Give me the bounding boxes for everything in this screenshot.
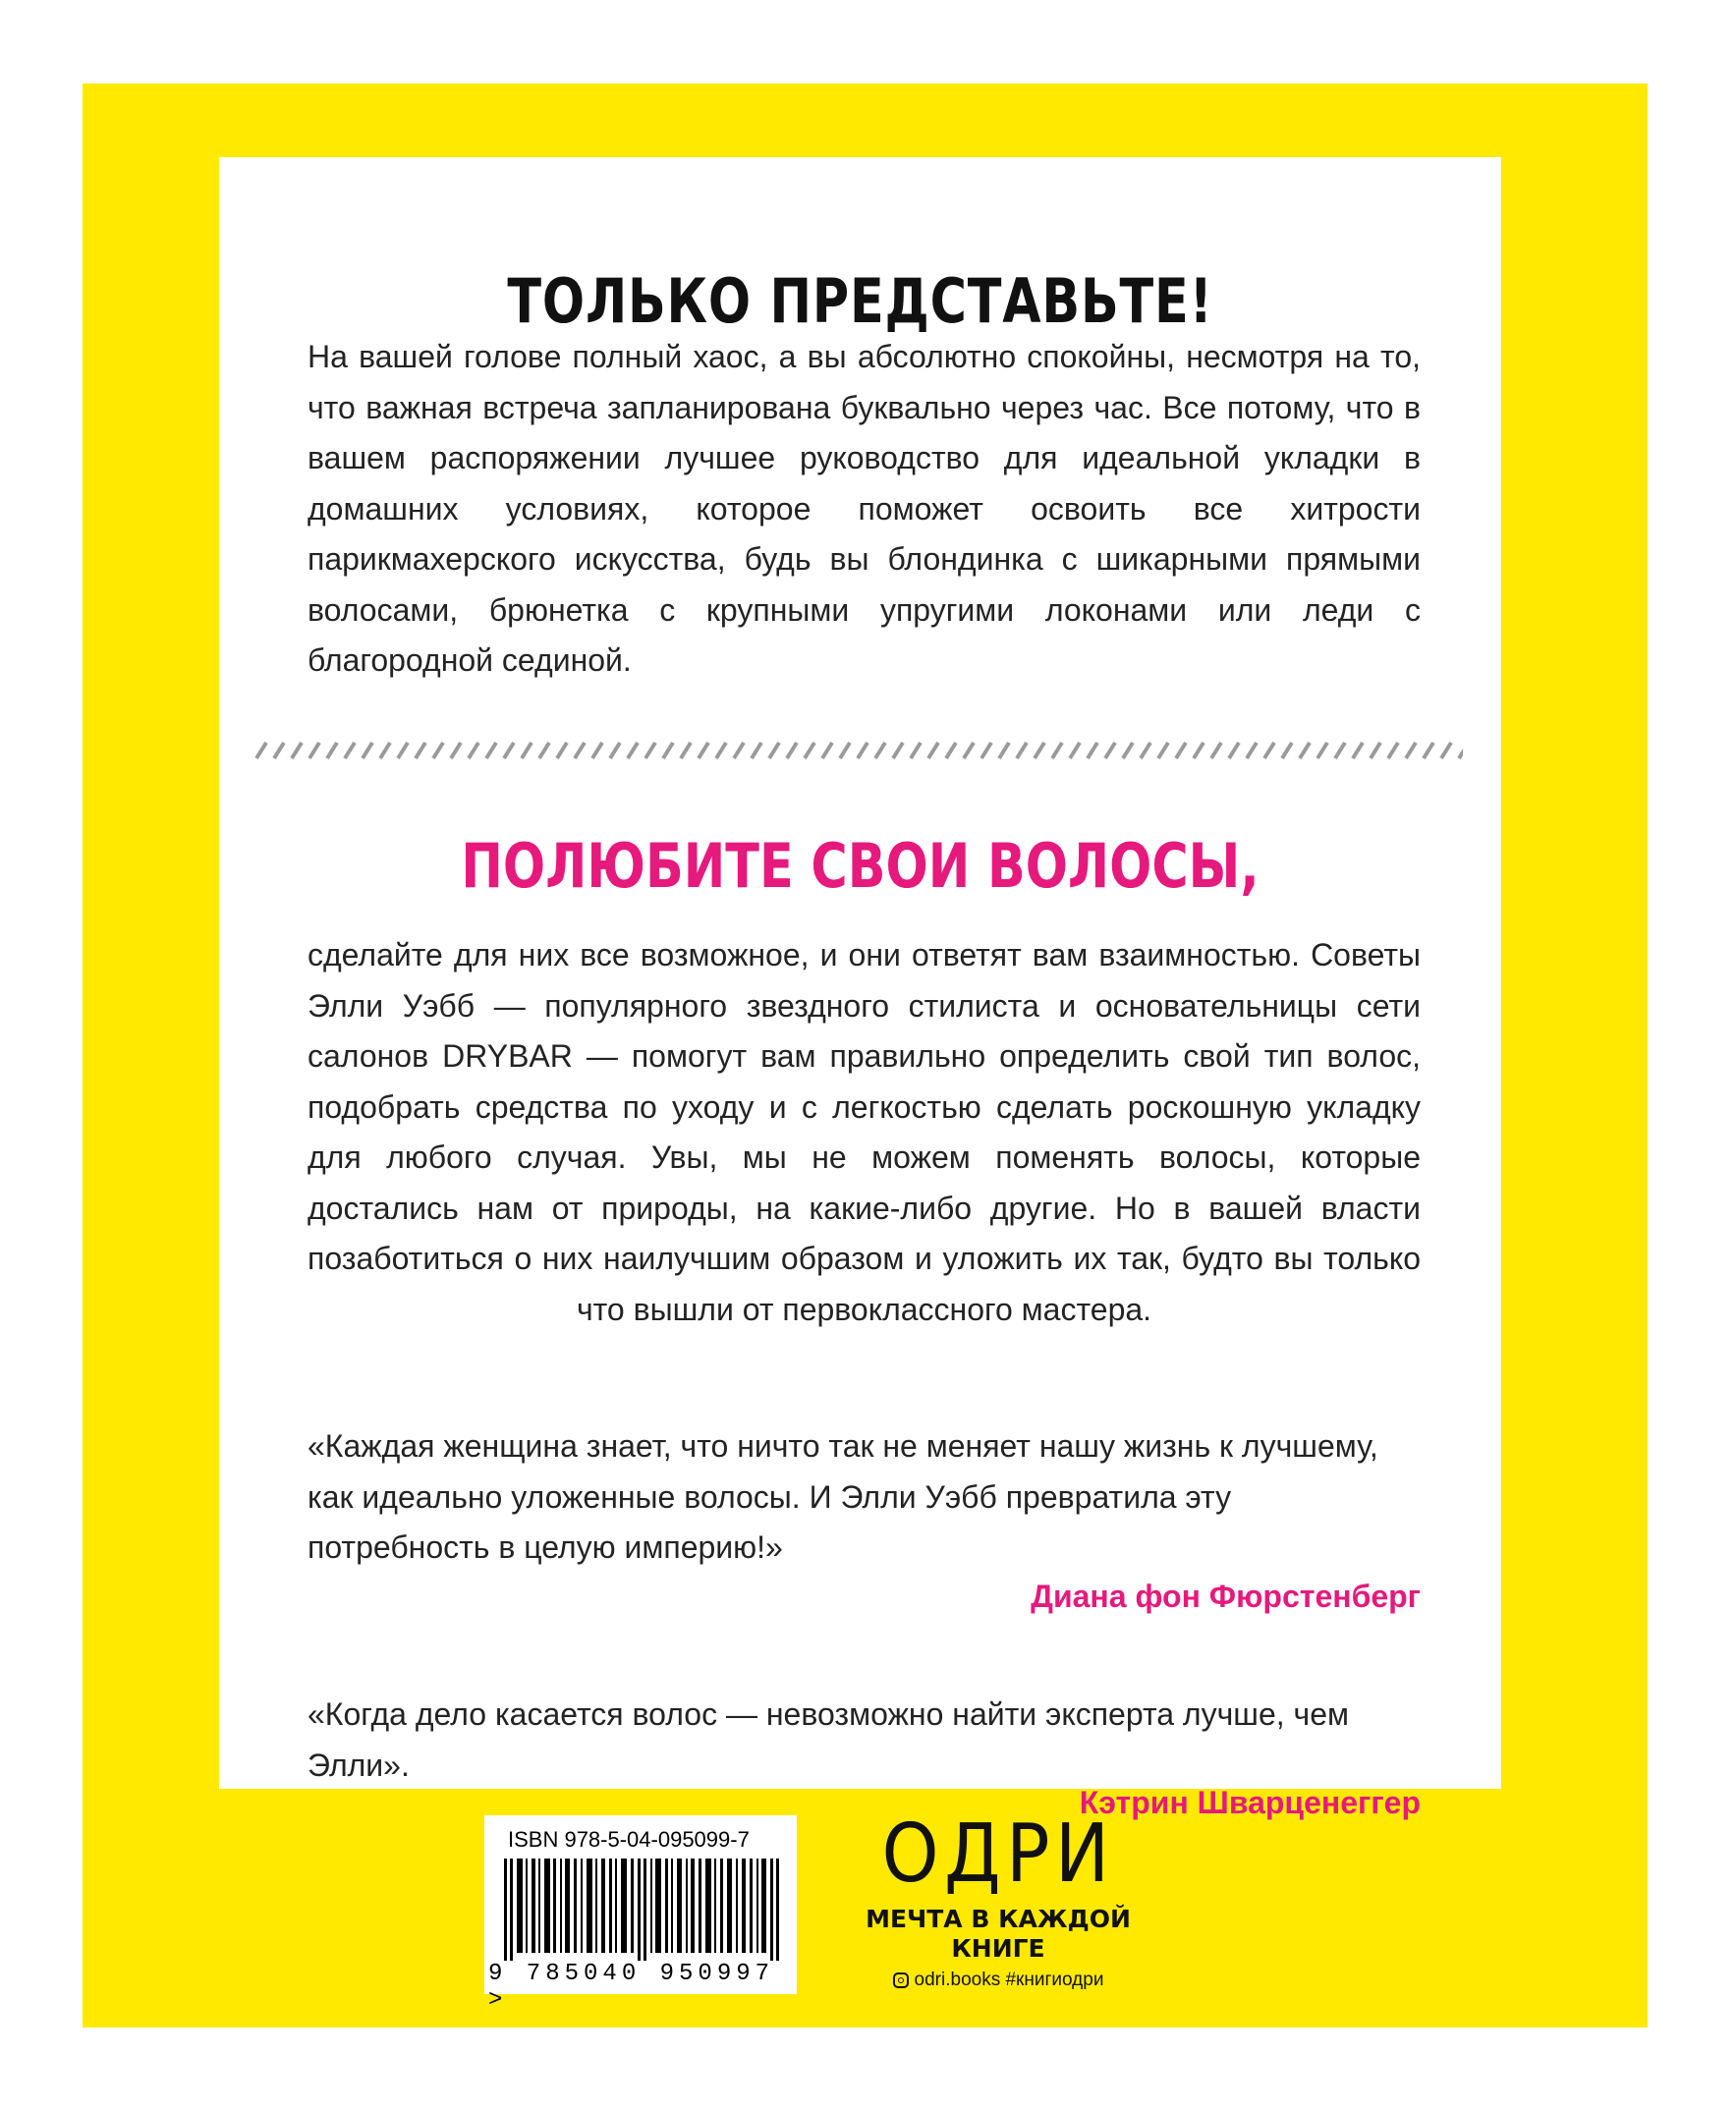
body-paragraph: сделайте для них все возможное, и они ответят вам взаимностью. Советы Элли Уэбб — популярного звездного стилиста и основательницы сети салонов DRYBAR — помогут вам правильно определить свой тип волос, подобрать средства по уходу и с легкостью сделать роскошную укладку для любого случая. Увы, мы не можем поменять волосы, которые достались нам от природы, на какие-либо другие. Но в вашей власти позаботиться о них наилучшим образом и уложить их так, будто вы только что вышли от первоклассного мастера. <box>308 937 1421 1327</box>
logo-wordmark: ОДРИ <box>881 1807 1115 1901</box>
social-handle <box>839 1970 1157 1991</box>
barcode-digits: 9 785040 950997 > <box>488 1961 775 2014</box>
quote-author: Диана фон Фюрстенберг <box>1031 1579 1421 1614</box>
logo-tagline-line: КНИГЕ <box>951 1934 1045 1963</box>
quote-text: «Каждая женщина знает, что ничто так не меняет нашу жизнь к лучшему, как идеально уложенные волосы. И Элли Уэбб превратила эту потребность в целую империю!» <box>308 1428 1378 1565</box>
instagram-icon <box>893 1972 909 1988</box>
logo-tagline <box>839 1905 1157 1964</box>
publisher-logo <box>839 1807 1157 1991</box>
isbn-label: ISBN 978-5-04-095099-7 <box>508 1827 750 1852</box>
zigzag-divider <box>254 739 1463 762</box>
intro-paragraph: На вашей голове полный хаос, а вы абсолютно спокойны, несмотря на то, что важная встреча запланирована буквально через час. Все потому, что в вашем распоряжении лучшее руководство для идеальной укладки в домашних условиях, которое поможет освоить все хитрости парикмахерского искусства, будь вы блондинка с шикарными прямыми волосами, брюнетка с крупными упругими локонами или леди с благородной сединой. <box>308 339 1421 678</box>
book-back-cover <box>83 83 1648 2027</box>
headline: ТОЛЬКО ПРЕДСТАВЬТЕ! <box>507 265 1213 337</box>
text-panel <box>219 157 1501 1820</box>
quote-text: «Когда дело касается волос — невозможно найти эксперта лучше, чем Элли». <box>308 1696 1349 1783</box>
subheadline: ПОЛЮБИТЕ СВОИ ВОЛОСЫ, <box>461 830 1260 902</box>
logo-tagline-line: МЕЧТА В КАЖДОЙ <box>866 1905 1131 1933</box>
barcode <box>484 1815 797 2014</box>
barcode-bars <box>504 1859 779 1961</box>
social-text: odri.books #книгиодри <box>914 1970 1104 1990</box>
quote-author: Кэтрин Шварценеггер <box>1079 1785 1421 1820</box>
